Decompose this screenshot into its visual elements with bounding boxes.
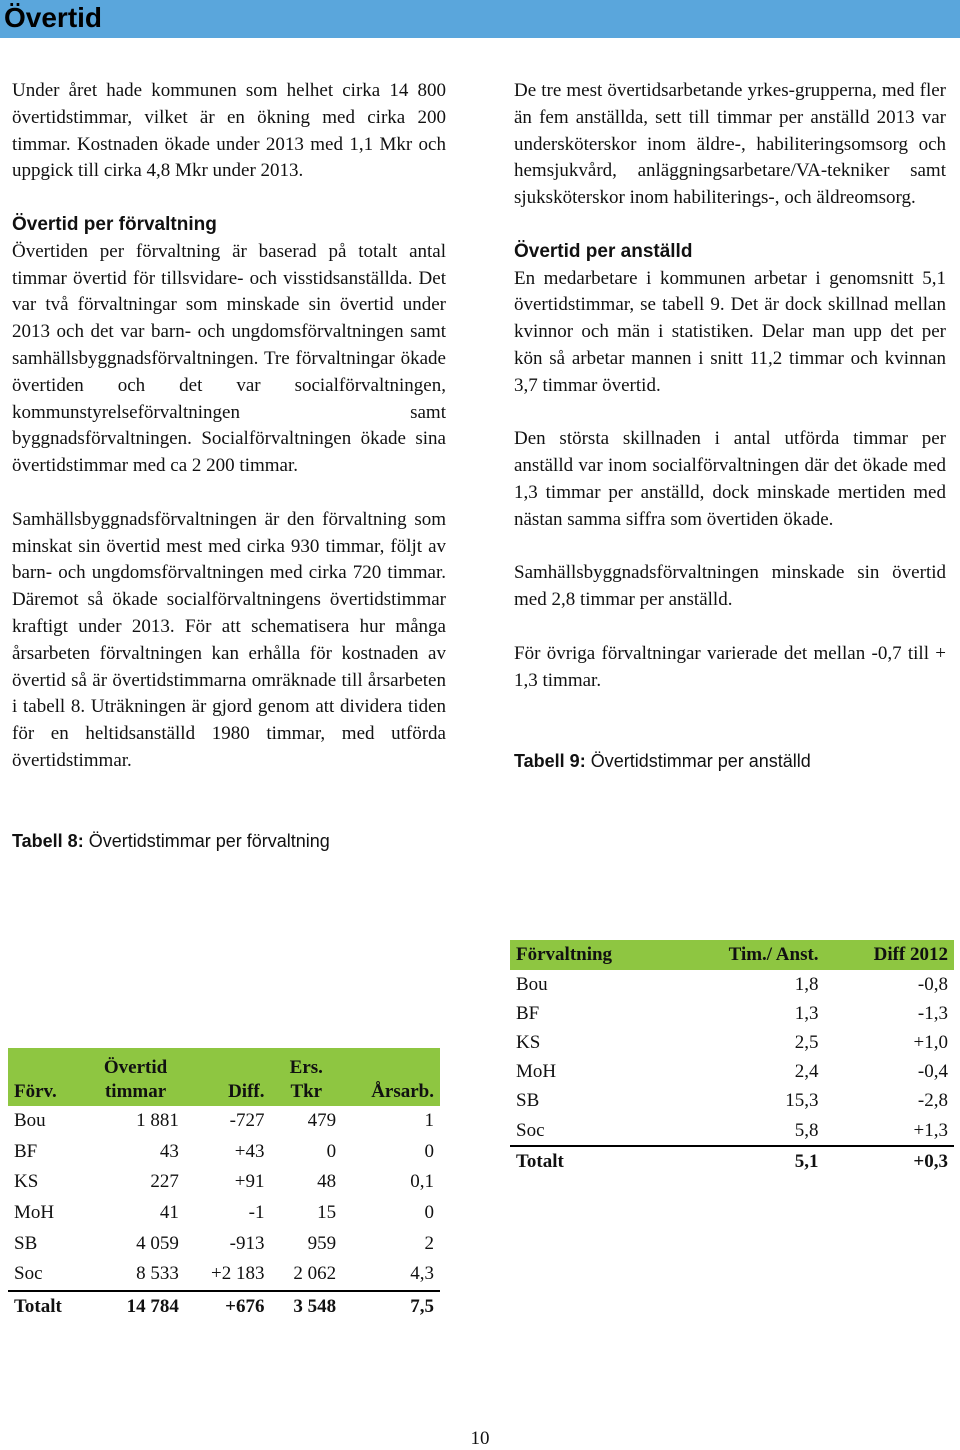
cell-diff: +676 [185,1291,271,1323]
cell-arsarb: 1 [424,1110,434,1132]
cell-arsarb: 0 [424,1202,434,1224]
table9-header-tim-anst: Tim./ Anst. [672,940,825,970]
cell-tim: 1,8 [794,973,819,995]
cell-arsarb: 2 [424,1232,434,1254]
page-title: Övertid [0,0,960,38]
cell-forv: Totalt [510,1146,672,1176]
cell-forv: Soc [14,1263,43,1285]
right-column [514,78,946,774]
table-row [510,1116,954,1146]
cell-timmar: 43 [159,1140,179,1162]
cell-tkr: 0 [326,1140,337,1162]
cell-timmar: 14 784 [86,1291,185,1323]
cell-tim: 5,8 [794,1119,819,1141]
cell-forv: SB [14,1232,38,1254]
cell-forv: BF [516,1002,540,1024]
cell-forv: MoH [516,1061,557,1083]
cell-tkr: 2 062 [293,1263,337,1285]
cell-diff: -0,8 [917,973,948,995]
cell-timmar: 41 [159,1202,179,1224]
cell-arsarb: 4,3 [410,1263,434,1285]
cell-tim: 15,3 [785,1090,819,1112]
table-overtid-per-forvaltning [8,1048,440,1322]
paragraph-yrkesgrupper: De tre mest övertidsarbetande yrkes-grupperna, med fler än fem anställda, sett till timmar per anställd 2013 var undersköterskor inom äldre-, habiliteringsomsorg och hemsjukvård, anläggningsarbetare/VA-tekniker samt sjuksköterskor inom habiliterings-, och äldreomsorg. [514,80,946,209]
table-row [8,1198,440,1229]
cell-timmar: 8 533 [136,1263,179,1285]
cell-timmar: 227 [150,1171,179,1193]
table-overtid-per-anstalld [510,940,954,1176]
cell-forv: Bou [516,973,548,995]
cell-timmar: 1 881 [136,1110,179,1132]
table-row [8,1167,440,1198]
cell-forv: BF [14,1140,38,1162]
table-row [510,1028,954,1057]
cell-tim: 5,1 [672,1146,825,1176]
cell-diff: -1 [248,1202,265,1224]
cell-arsarb: 7,5 [342,1291,440,1323]
cell-tkr: 479 [307,1110,337,1132]
cell-tkr: 959 [307,1232,337,1254]
cell-diff: +2 183 [211,1263,265,1285]
cell-forv: KS [516,1031,541,1053]
cell-diff: +91 [234,1171,265,1193]
table9-header-forvaltning: Förvaltning [510,940,672,970]
table8-header-arsarb: Årsarb. [342,1048,440,1106]
intro-paragraph: Under året hade kommunen som helhet cirka 14 800 övertidstimmar, vilket är en ökning med cirka 200 timmar. Kostnaden ökade under 2013 med 1,1 Mkr och uppgick till cirka 4,8 Mkr under 2013. [12,80,446,182]
table8-caption-label: Tabell 8: [12,831,84,852]
cell-diff: -0,4 [917,1061,948,1083]
paragraph-samhallsbyggnad: Samhällsbyggnadsförvaltningen minskade sin övertid med 2,8 timmar per anställd. [514,562,946,611]
section-heading-per-forvaltning: Övertid per förvaltning [12,213,217,235]
cell-diff: -1,3 [917,1002,948,1024]
table-row [510,1087,954,1116]
cell-forv: Totalt [8,1291,86,1323]
cell-diff: -913 [229,1232,265,1254]
table-row [8,1106,440,1137]
table-row [8,1228,440,1259]
page-number: 10 [470,1428,490,1449]
cell-diff: -2,8 [917,1090,948,1112]
table8-header-forv: Förv. [8,1048,86,1106]
table8-header-timmar: Övertid timmar [86,1048,185,1106]
section-heading-per-anstalld: Övertid per anställd [514,240,693,262]
table-row [510,999,954,1028]
paragraph-per-forvaltning: Övertiden per förvaltning är baserad på totalt antal timmar övertid för tillsvidare- och visstidsanställda. Det var två förvaltningar som minskade sin övertid under 2013 och det var barn- och ungdomsförvaltningen samt samhällsbyggnadsförvaltningen. Tre förvaltningar ökade övertiden och det var socialförvaltningen, kommunstyrelseförvaltningen samt byggnadsförvaltningen. Socialförvaltningen ökade sina övertidstimmar med ca 2 200 timmar. [12,240,446,477]
table-row [8,1137,440,1168]
table8-header-tkr: Ers. Tkr [270,1048,342,1106]
cell-tkr: 48 [317,1171,337,1193]
cell-forv: Bou [14,1110,46,1132]
cell-arsarb: 0 [424,1140,434,1162]
table9-caption-label: Tabell 9: [514,750,586,771]
cell-diff: -727 [229,1110,265,1132]
cell-timmar: 4 059 [136,1232,179,1254]
cell-diff: +1,0 [913,1031,948,1053]
table-row [510,1058,954,1087]
cell-tkr: 15 [317,1202,337,1224]
table9-total-row [510,1146,954,1176]
table9-caption-text: Övertidstimmar per anställd [590,750,811,771]
paragraph-per-anstalld: En medarbetare i kommunen arbetar i genomsnitt 5,1 övertidstimmar, se tabell 9. Det är dock skillnad mellan kvinnor och män i statistiken. Delar man upp det per kön så arbetar mannen i snitt 11,2 timmar och kvinnan 3,7 timmar övertid. [514,267,946,396]
cell-tkr: 3 548 [270,1291,342,1323]
cell-tim: 1,3 [794,1002,819,1024]
cell-diff: +1,3 [913,1119,948,1141]
table8-caption [12,828,446,854]
cell-forv: KS [14,1171,39,1193]
table8-header-diff: Diff. [185,1048,271,1106]
table9-header-diff: Diff 2012 [825,940,954,970]
cell-tim: 2,5 [794,1031,819,1053]
paragraph-ovriga: För övriga förvaltningar varierade det mellan -0,7 till + 1,3 timmar. [514,642,946,691]
cell-forv: SB [516,1090,540,1112]
table8-header-row [8,1048,440,1106]
paragraph-storsta-skillnad: Den största skillnaden i antal utförda timmar per anställd var inom socialförvaltningen där det ökade med 1,3 timmar per anställd, dock minskade mertiden med nästan samma siffra som övertiden ökade. [514,428,946,530]
left-column [12,78,446,854]
cell-diff: +43 [234,1140,265,1162]
table-row [8,1259,440,1291]
cell-forv: MoH [14,1202,55,1224]
cell-tim: 2,4 [794,1061,819,1083]
table8-total-row [8,1291,440,1323]
cell-arsarb: 0,1 [410,1171,434,1193]
cell-forv: Soc [516,1119,545,1141]
table9-caption [514,748,946,774]
paragraph-arsarbeten: Samhällsbyggnadsförvaltningen är den förvaltning som minskat sin övertid mest med cirka 930 timmar, följt av barn- och ungdomsförvaltningen med cirka 720 timmar. Däremot så ökade socialförvaltningens övertidstimmar kraftigt under 2013. För att schematisera hur många årsarbeten förvaltningen kan erhålla för kostnaden av övertid så är övertidstimmarna omräknade till årsarbeten i tabell 8. Uträkningen är gjord genom att dividera tiden för en heltidsanställd 1980 timmar, med utförda övertidstimmar. [12,508,446,771]
table-row [510,970,954,999]
table8-caption-text: Övertidstimmar per förvaltning [88,831,330,852]
table9-header-row [510,940,954,970]
cell-diff: +0,3 [825,1146,954,1176]
